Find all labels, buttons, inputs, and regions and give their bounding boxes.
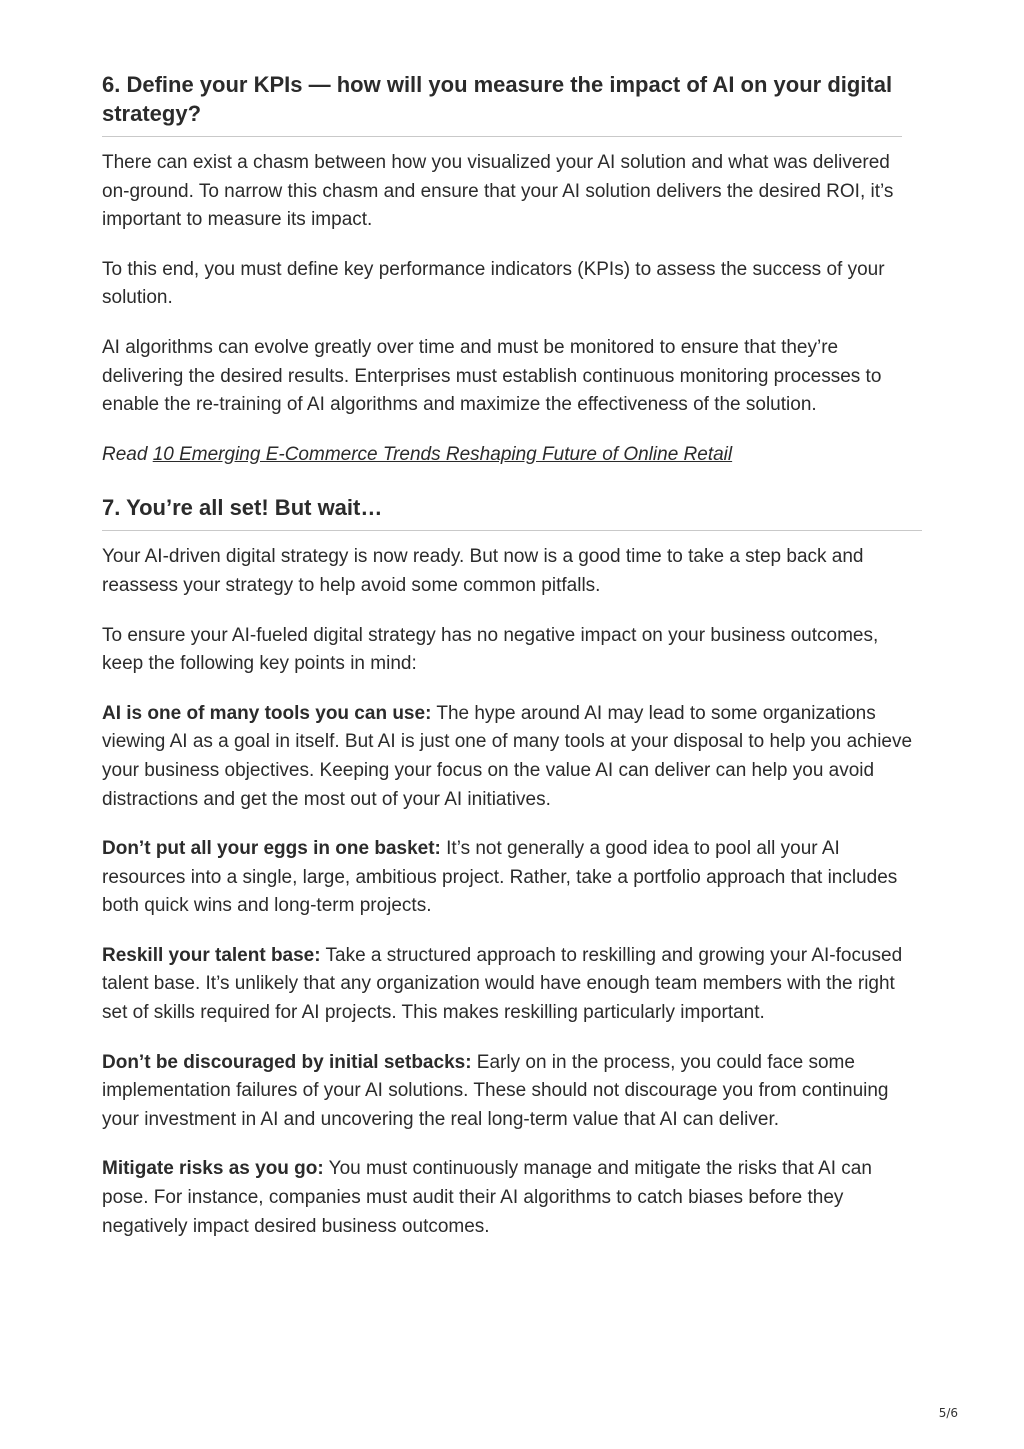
section-6-paragraph-2: To this end, you must define key performance indicators (KPIs) to assess the success of your solution. bbox=[102, 258, 885, 309]
read-more-link[interactable]: 10 Emerging E-Commerce Trends Reshaping Future of Online Retail bbox=[152, 443, 733, 465]
key-point-5 bbox=[102, 1155, 922, 1241]
key-point-1 bbox=[102, 700, 922, 814]
read-more-prefix: Read bbox=[102, 443, 153, 465]
key-point-title: Reskill your talent base: bbox=[102, 944, 321, 966]
section-6-paragraph-3: AI algorithms can evolve greatly over time and must be monitored to ensure that they’re delivering the desired results. Enterprises must establish continuous monitoring processes to enable the re-training of AI algorithms and maximize the effectiveness of the solution. bbox=[102, 336, 882, 416]
key-point-4 bbox=[102, 1049, 922, 1135]
key-point-text: You must continuously manage and mitigate the risks that AI can pose. For instance, companies must audit their AI algorithms to catch biases before they negatively impact desired business outcomes. bbox=[102, 1158, 872, 1237]
document-page bbox=[102, 70, 922, 1241]
section-7-paragraph-1: Your AI-driven digital strategy is now ready. But now is a good time to take a step back and reassess your strategy to help avoid some common pitfalls. bbox=[102, 546, 864, 596]
read-more-line bbox=[102, 441, 922, 470]
key-point-3 bbox=[102, 942, 922, 1028]
key-point-2 bbox=[102, 835, 922, 921]
section-7-heading: 7. You’re all set! But wait… bbox=[102, 493, 922, 531]
key-point-title: Don’t put all your eggs in one basket: bbox=[102, 838, 441, 860]
key-point-text: It’s not generally a good idea to pool all your AI resources into a single, large, ambitious project. Rather, take a portfolio approach that includes both quick wins and long-term projects. bbox=[102, 838, 898, 917]
section-6-heading: 6. Define your KPIs — how will you measure the impact of AI on your digital strategy? bbox=[102, 70, 902, 137]
page-number: 5/6 bbox=[938, 1406, 958, 1420]
key-point-text: The hype around AI may lead to some organizations viewing AI as a goal in itself. But AI is just one of many tools at your disposal to help you achieve your business objectives. Keeping your focus on the value AI can deliver can help you avoid distractions and get the most out of your AI initiatives. bbox=[102, 702, 913, 810]
key-point-title: Mitigate risks as you go: bbox=[102, 1158, 324, 1180]
key-point-title: AI is one of many tools you can use: bbox=[102, 702, 432, 724]
section-6-paragraph-1: There can exist a chasm between how you visualized your AI solution and what was delivered on-ground. To narrow this chasm and ensure that your AI solution delivers the desired ROI, it’s important to measure its impact. bbox=[102, 152, 894, 231]
section-7-paragraph-2: To ensure your AI-fueled digital strategy has no negative impact on your business outcomes, keep the following key points in mind: bbox=[102, 624, 879, 675]
key-point-text: Take a structured approach to reskilling and growing your AI-focused talent base. It’s unlikely that any organization would have enough team members with the right set of skills required for AI projects. This makes reskilling particularly important. bbox=[102, 944, 903, 1024]
key-point-title: Don’t be discouraged by initial setbacks: bbox=[102, 1051, 472, 1073]
key-point-text: Early on in the process, you could face some implementation failures of your AI solutions. These should not discourage you from continuing your investment in AI and uncovering the real long-term value that AI can deliver. bbox=[102, 1051, 889, 1130]
